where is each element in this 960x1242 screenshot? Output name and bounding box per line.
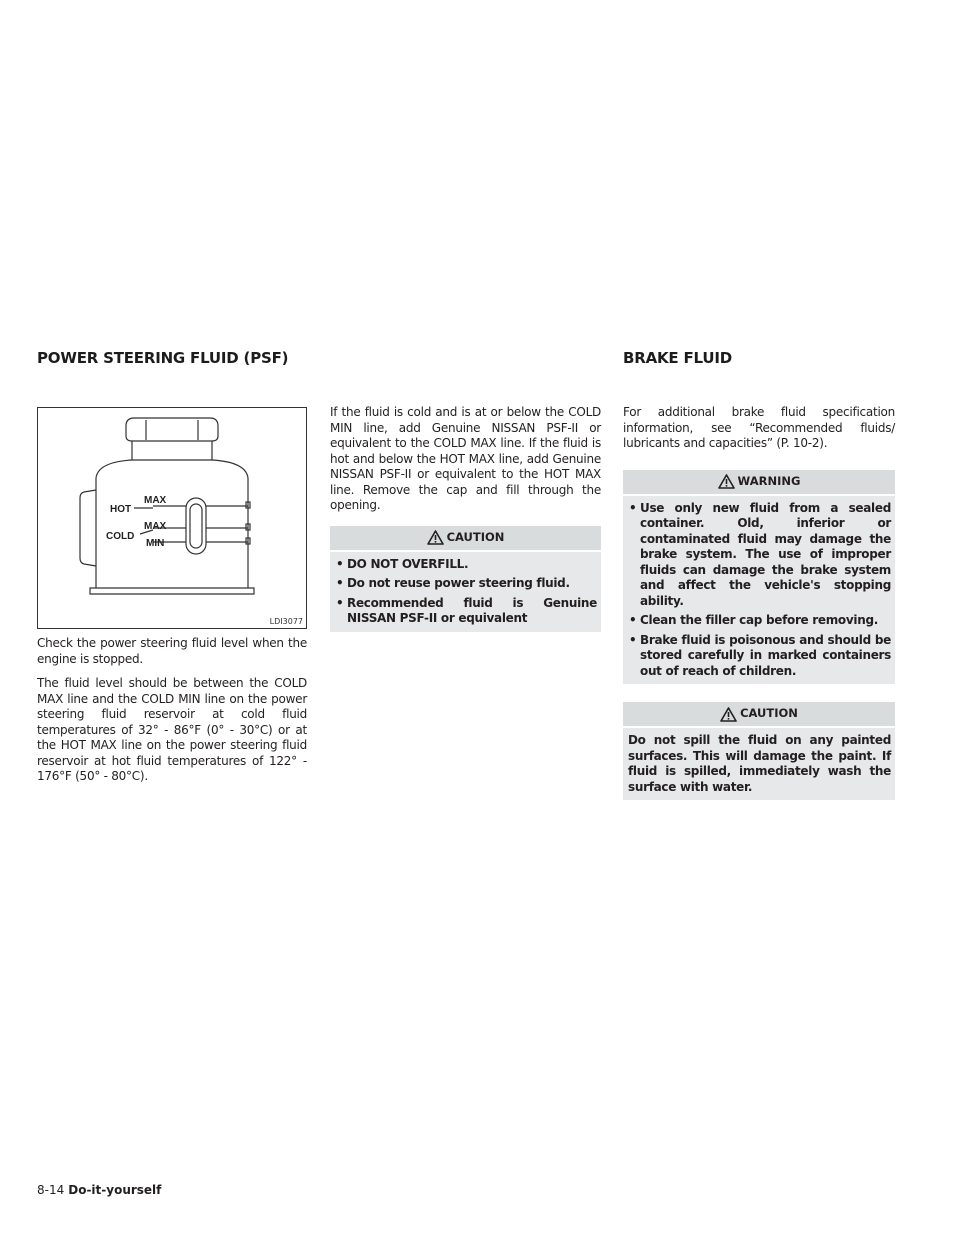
brake-warning-item: • Brake fluid is poisonous and should be stored carefully in marked containers out of reach of children. bbox=[628, 633, 891, 680]
brake-caution-header bbox=[623, 702, 895, 726]
psf-column-2 bbox=[330, 405, 601, 632]
brake-caution-title: CAUTION bbox=[740, 706, 798, 721]
page-number: 8-14 bbox=[37, 1183, 65, 1197]
cold-label: COLD bbox=[106, 531, 135, 542]
brake-caution-box bbox=[623, 702, 895, 800]
brake-caution-text: Do not spill the fluid on any painted surfaces. This will damage the paint. If fluid is spilled, immediately wash the surface with water. bbox=[628, 733, 891, 794]
brake-caution-body bbox=[623, 728, 895, 800]
psf-paragraph-3: If the fluid is cold and is at or below the COLD MIN line, add Genuine NISSAN PSF-II or equivalent to the COLD MAX line. If the fluid is hot and below the HOT MAX line, add Genuine NISSAN PSF-II or equivalent to the HOT MAX line. Remove the cap and fill through the opening. bbox=[330, 405, 601, 512]
psf-paragraph-2: The fluid level should be between the COLD MAX line and the COLD MIN line on the power steering fluid reservoir at cold fluid temperatures of 32° - 86°F (0° - 30°C) or at the HOT MAX line on the power steering fluid reservoir at hot fluid temperatures of 122° - 176°F (50° - 80°C). bbox=[37, 676, 307, 783]
brake-warning-title: WARNING bbox=[737, 473, 801, 488]
psf-caution-item: • DO NOT OVERFILL. bbox=[335, 557, 597, 573]
figure-code: LDI3077 bbox=[269, 617, 303, 626]
brake-paragraph-1: For additional brake fluid specification information, see “Recommended fluids/ lubricants and capacities” (P. 10-2). bbox=[623, 405, 895, 450]
brake-warning-item: • Clean the filler cap before removing. bbox=[628, 613, 891, 629]
cold-min-label: MIN bbox=[146, 538, 165, 549]
hot-label: HOT bbox=[110, 504, 132, 515]
hot-max-label: MAX bbox=[144, 495, 167, 506]
reservoir-illustration bbox=[38, 408, 306, 628]
brake-warning-body bbox=[623, 496, 895, 685]
caution-triangle-icon bbox=[720, 707, 737, 722]
psf-caution-item: • Recommended fluid is Genuine NISSAN PSF-II or equivalent bbox=[335, 596, 597, 627]
warning-triangle-icon bbox=[718, 474, 735, 489]
psf-caution-body bbox=[330, 552, 601, 632]
page-footer bbox=[37, 1183, 161, 1197]
psf-section-title: POWER STEERING FLUID (PSF) bbox=[37, 349, 289, 367]
psf-paragraph-1: Check the power steering fluid level when the engine is stopped. bbox=[37, 636, 307, 666]
brake-warning-item: • Use only new fluid from a sealed container. Old, inferior or contaminated fluid may damage the brake system. The use of improper fluids can damage the brake system and affect the vehicle's stopping ability. bbox=[628, 501, 891, 610]
psf-caution-header bbox=[330, 526, 601, 550]
brake-column bbox=[623, 405, 895, 800]
reservoir-figure bbox=[37, 407, 307, 629]
cold-max-label: MAX bbox=[144, 521, 167, 532]
psf-column-1 bbox=[37, 636, 307, 794]
brake-warning-header bbox=[623, 470, 895, 494]
psf-caution-title: CAUTION bbox=[446, 529, 505, 544]
brake-warning-box bbox=[623, 470, 895, 685]
psf-caution-box bbox=[330, 526, 601, 632]
psf-caution-item: • Do not reuse power steering fluid. bbox=[335, 576, 597, 592]
brake-section-title: BRAKE FLUID bbox=[623, 349, 732, 367]
footer-section-name: Do-it-yourself bbox=[68, 1183, 162, 1197]
caution-triangle-icon bbox=[427, 530, 444, 545]
